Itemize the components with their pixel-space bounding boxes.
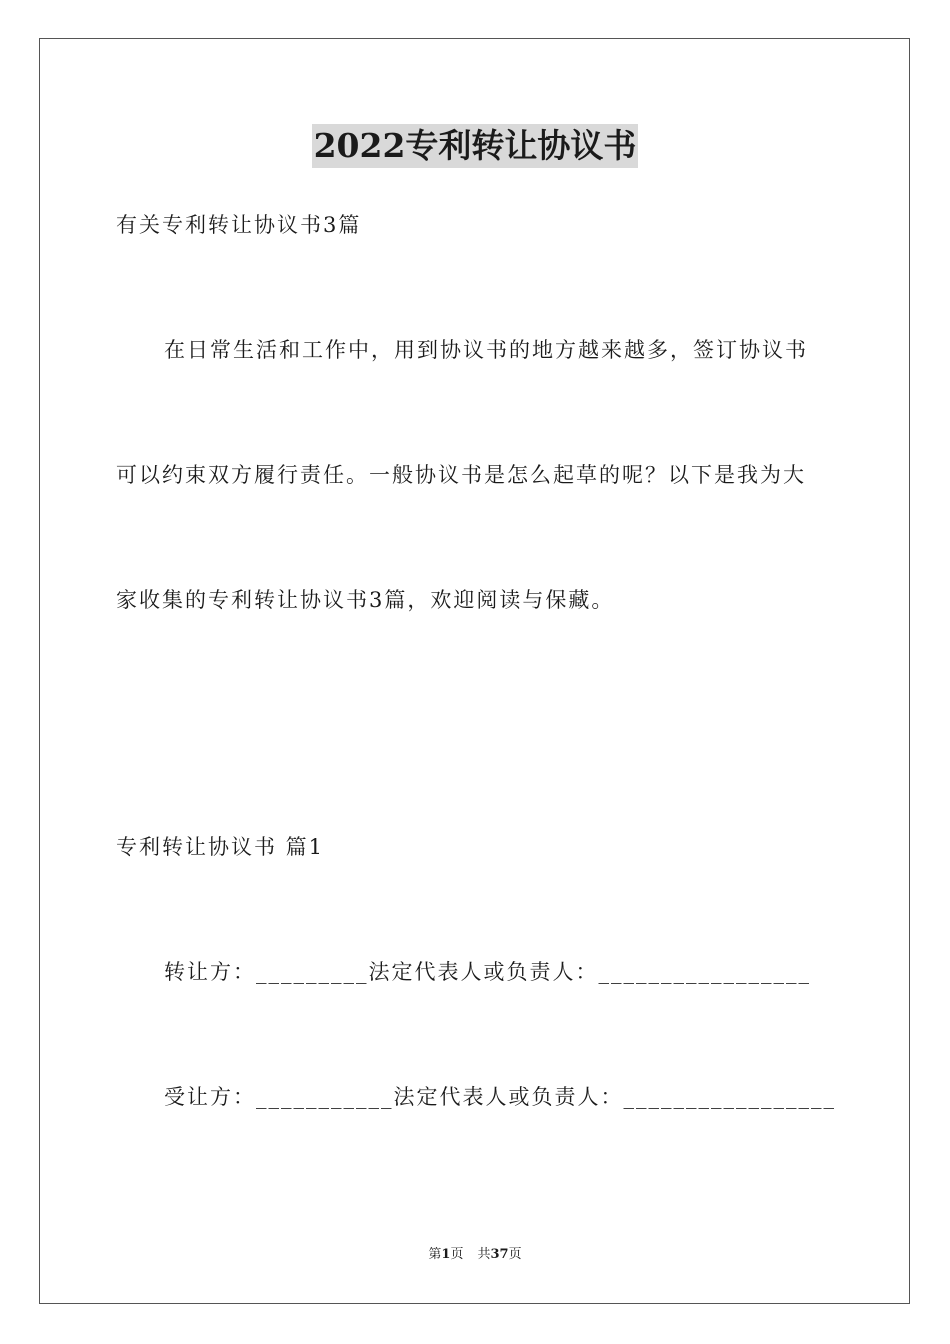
footer-total-suffix: 页 bbox=[508, 1247, 522, 1262]
section-heading: 专利转让协议书 篇1 bbox=[116, 835, 325, 859]
document-subtitle: 有关专利转让协议书3篇 bbox=[116, 213, 362, 237]
page-footer bbox=[0, 1246, 950, 1264]
footer-page-number: 1 bbox=[441, 1247, 451, 1262]
intro-paragraph-line-3: 家收集的专利转让协议书3篇，欢迎阅读与保藏。 bbox=[116, 588, 615, 612]
footer-page-prefix: 第 bbox=[428, 1247, 442, 1262]
intro-paragraph-line-2: 可以约束双方履行责任。一般协议书是怎么起草的呢？以下是我为大 bbox=[116, 463, 806, 487]
document-title: 2022专利转让协议书 bbox=[312, 124, 639, 168]
intro-paragraph-line-1: 在日常生活和工作中，用到协议书的地方越来越多，签订协议书 bbox=[164, 338, 808, 362]
transferee-line: 受让方：___________法定代表人或负责人：_________________ bbox=[164, 1085, 836, 1109]
transferor-line: 转让方：_________法定代表人或负责人：_________________ bbox=[164, 960, 811, 984]
footer-total-prefix: 共 bbox=[477, 1247, 491, 1262]
title-container bbox=[0, 124, 950, 168]
footer-total-pages: 37 bbox=[490, 1247, 509, 1262]
footer-page-suffix: 页 bbox=[450, 1247, 464, 1262]
